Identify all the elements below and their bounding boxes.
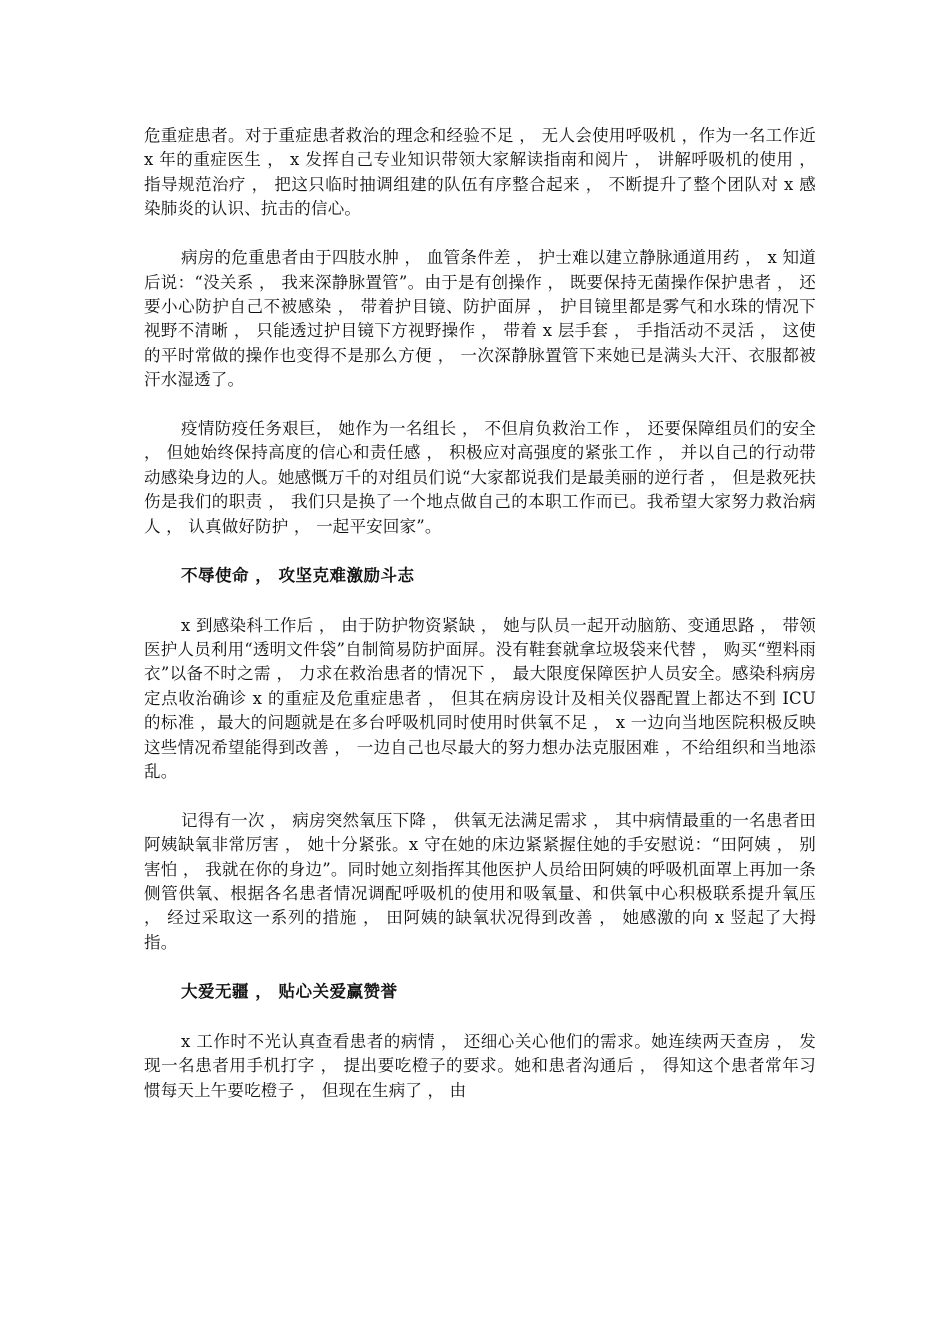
body-paragraph: x 工作时不光认真查看患者的病情 ， 还细心关心他们的需求。她连续两天查房 ， 发现一名患者用手机打字 ， 提出要吃橙子的要求。她和患者沟通后 ， 得知这个患者常年习惯每天上午要吃橙子 ， 但现在生病了 ， 由 <box>144 1031 816 1100</box>
body-paragraph: 危重症患者。对于重症患者救治的理念和经验不足 ， 无人会使用呼吸机 ，作为一名工作近 x 年的重症医生 ， x 发挥自己专业知识带领大家解读指南和阅片 ， 讲解呼吸机的使用 ， 指导规范治疗 ， 把这只临时抽调组建的队伍有序整合起来 ， 不断提升了整个团队对 x 感染肺炎的认识、抗击的信心。 <box>144 126 816 219</box>
body-paragraph: 病房的危重患者由于四肢水肿 ， 血管条件差 ， 护士难以建立静脉通道用药 ， x 知道后说：“没关系 ， 我来深静脉置管”。由于是有创操作 ， 既要保持无菌操作保护患者 ， 还要小心防护自己不被感染 ， 带着护目镜、防护面屏 ， 护目镜里都是雾气和水珠的情况下视野不清晰 ， 只能透过护目镜下方视野操作 ， 带着 x 层手套 ， 手指活动不灵活 ， 这使的平时常做的操作也变得不是那么方便 ， 一次深静脉置管下来她已是满头大汗、衣服都被汗水湿透了。 <box>144 248 816 390</box>
body-paragraph: x 到感染科工作后 ， 由于防护物资紧缺 ， 她与队员一起开动脑筋、变通思路 ， 带领医护人员利用“透明文件袋”自制简易防护面屏。没有鞋套就拿垃圾袋来代替 ， 购买“塑料雨衣”以备不时之需 ， 力求在救治患者的情况下 ， 最大限度保障医护人员安全。感染科病房定点收治确诊 x 的重症及危重症患者 ， 但其在病房设计及相关仪器配置上都达不到 ICU 的标准 ，最大的问题就是在多台呼吸机同时使用时供氧不足 ， x 一边向当地医院积极反映这些情况希望能得到改善 ， 一边自己也尽最大的努力想办法克服困难 ，不给组织和当地添乱。 <box>144 615 816 781</box>
document-page <box>144 124 816 1103</box>
section-heading: 不辱使命 ， 攻坚克难激励斗志 <box>181 566 415 586</box>
body-paragraph: 记得有一次 ， 病房突然氧压下降 ， 供氧无法满足需求 ， 其中病情最重的一名患者田阿姨缺氧非常厉害 ， 她十分紧张。x 守在她的床边紧紧握住她的手安慰说：“田阿姨 ， 别害怕 ， 我就在你的身边”。同时她立刻指挥其他医护人员给田阿姨的呼吸机面罩上再加一条侧管供氧、根据各名患者情况调配呼吸机的使用和吸氧量、和供氧中心积极联系提升氧压 ， 经过采取这一系列的措施 ， 田阿姨的缺氧状况得到改善 ， 她感激的向 x 竖起了大拇指。 <box>144 810 816 952</box>
section-heading: 大爱无疆 ， 贴心关爱赢赞誉 <box>181 982 398 1002</box>
body-paragraph: 疫情防疫任务艰巨， 她作为一名组长 ， 不但肩负救治工作 ， 还要保障组员们的安全 ， 但她始终保持高度的信心和责任感 ， 积极应对高强度的紧张工作 ， 并以自己的行动带动感染身边的人。她感慨万千的对组员们说“大家都说我们是最美丽的逆行者 ， 但是救死扶伤是我们的职责 ， 我们只是换了一个地点做自己的本职工作而已。我希望大家努力救治病人 ， 认真做好防护 ， 一起平安回家”。 <box>144 419 816 536</box>
